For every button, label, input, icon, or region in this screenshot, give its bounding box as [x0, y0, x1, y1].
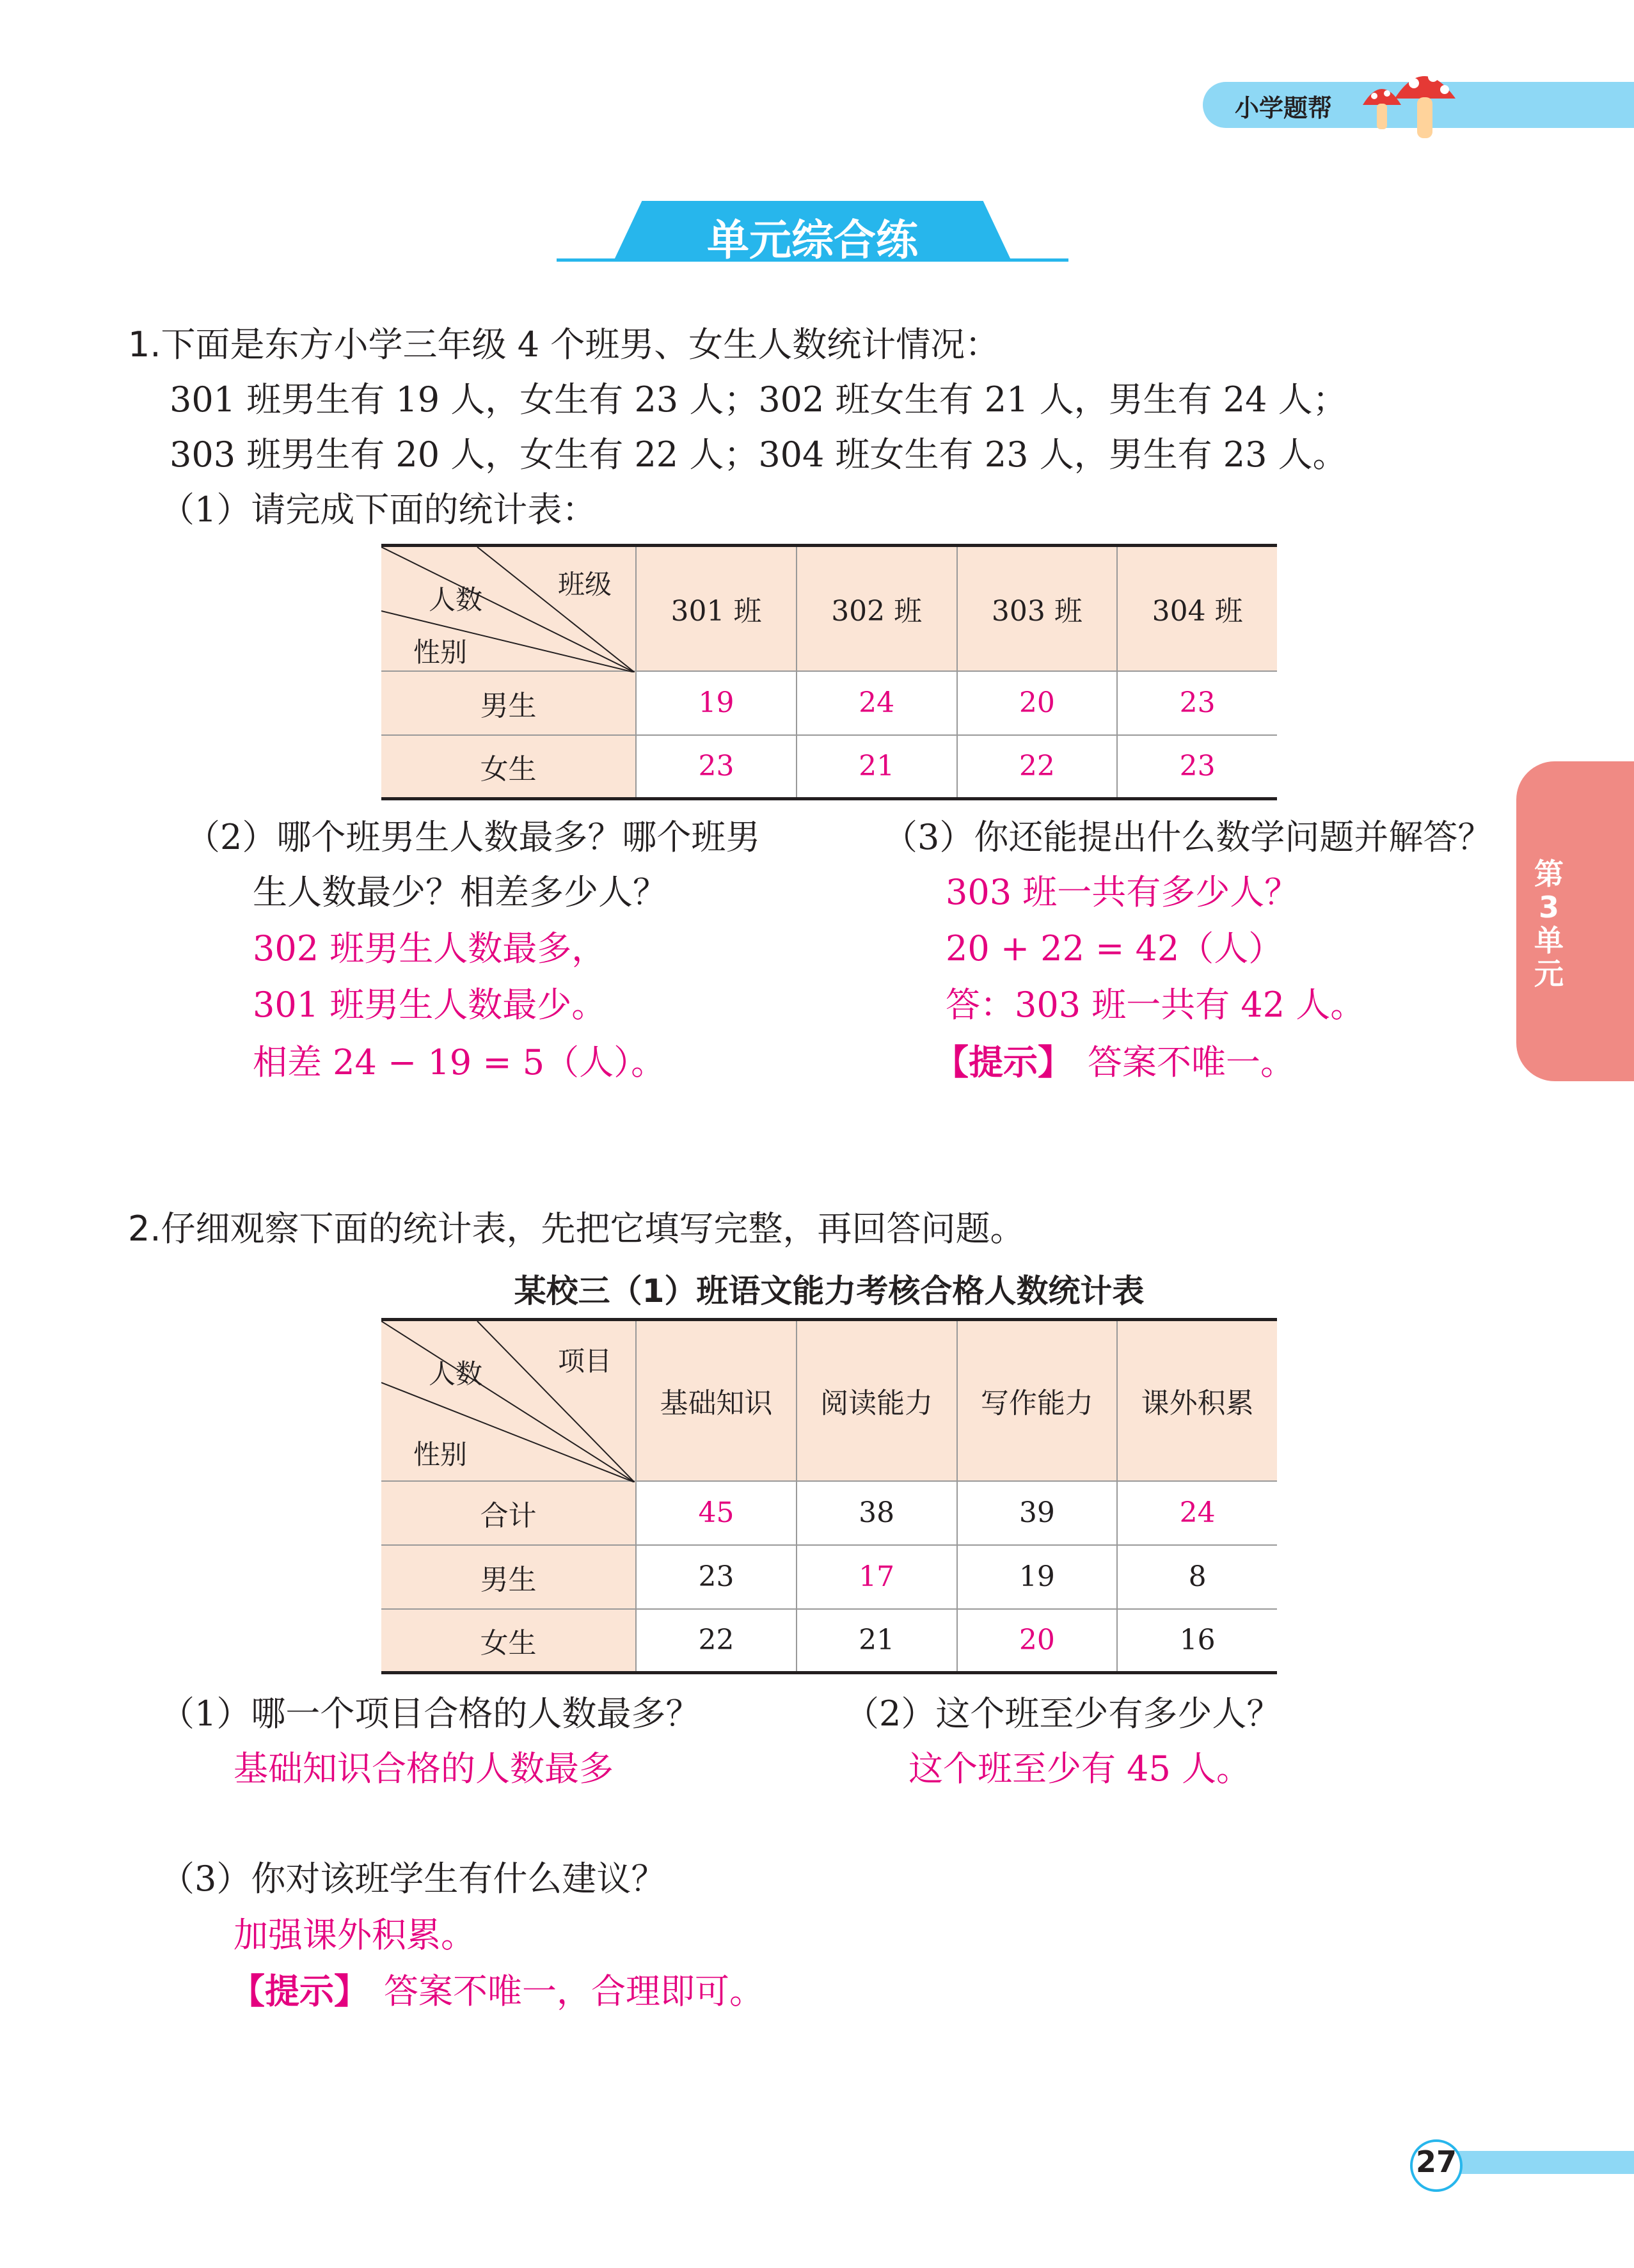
q1-stem-line: 1.下面是东方小学三年级 4 个班男、女生人数统计情况：	[128, 324, 1000, 365]
hint-text: 答案不唯一。	[1088, 1042, 1295, 1082]
q2-sub3-answer: 加强课外积累。	[234, 1915, 475, 1955]
row-label: 女生	[381, 735, 636, 799]
table-cell: 16	[1117, 1609, 1277, 1673]
mushroom-icon	[1350, 54, 1465, 150]
brand-label: 小学题帮	[1235, 94, 1333, 122]
q1-line-2: 301 班男生有 19 人，女生有 23 人；302 班女生有 21 人，男生有 24 人；	[170, 379, 1347, 420]
q1-sub3-hint	[934, 1043, 1295, 1082]
table-row	[381, 1545, 1277, 1609]
row-label: 合计	[381, 1481, 636, 1545]
table-cell: 24	[1117, 1481, 1277, 1545]
page-title: 单元综合练	[707, 216, 918, 265]
q1-col-header: 304 班	[1117, 546, 1277, 671]
table-cell: 19	[957, 1545, 1118, 1609]
table-cell: 23	[636, 735, 797, 799]
table-cell: 21	[797, 735, 957, 799]
table-row	[381, 671, 1277, 735]
q1-line-3: 303 班男生有 20 人，女生有 22 人；304 班女生有 23 人，男生有 23 人。	[170, 434, 1347, 475]
table-cell: 23	[1117, 671, 1277, 735]
table-cell: 19	[636, 671, 797, 735]
q2-col-header: 课外积累	[1117, 1320, 1277, 1481]
q2-sub3-hint	[230, 1972, 764, 2011]
q1-col-header: 301 班	[636, 546, 797, 671]
hint-text: 答案不唯一，合理即可。	[384, 1971, 764, 2011]
q1-col-header: 303 班	[957, 546, 1118, 671]
table-cell: 17	[797, 1545, 957, 1609]
row-label: 男生	[381, 1545, 636, 1609]
q2-col-header: 基础知识	[636, 1320, 797, 1481]
unit-side-label: 第 3 单 元	[1534, 857, 1564, 991]
q1-table	[381, 544, 1277, 800]
q1-sub2-question-1: （2）哪个班男生人数最多？哪个班男	[186, 817, 761, 857]
row-label: 男生	[381, 671, 636, 735]
table-cell: 21	[797, 1609, 957, 1673]
q1-sub2-question-2: 生人数最少？相差多少人？	[253, 872, 667, 912]
hint-label: 【提示】	[230, 1971, 369, 2011]
q2-sub2-answer: 这个班至少有 45 人。	[908, 1749, 1251, 1789]
corner-bottom-label: 性别	[413, 1439, 468, 1470]
q2-sub3-question: （3）你对该班学生有什么建议？	[160, 1859, 666, 1899]
corner-bottom-label: 性别	[413, 637, 468, 668]
q1-sub1: （1）请完成下面的统计表：	[160, 489, 597, 530]
hint-label: 【提示】	[934, 1042, 1072, 1082]
corner-top-label: 班级	[558, 569, 612, 600]
table-row	[381, 1481, 1277, 1545]
table-cell: 20	[957, 1609, 1118, 1673]
corner-mid-label: 人数	[429, 1358, 483, 1390]
table-cell: 22	[636, 1609, 797, 1673]
q1-sub3-answer-2: 20 + 22 = 42（人）	[946, 928, 1283, 969]
q2-sub1-question: （1）哪一个项目合格的人数最多？	[160, 1693, 701, 1734]
q1-sub2-answer-3: 相差 24 − 19 = 5（人）。	[253, 1042, 666, 1082]
page-number-bar	[1446, 2151, 1634, 2174]
q1-sub2-answer-2: 301 班男生人数最少。	[253, 985, 607, 1025]
table-cell: 20	[957, 671, 1118, 735]
table-row	[381, 1609, 1277, 1673]
q2-sub1-answer: 基础知识合格的人数最多	[234, 1749, 614, 1789]
q2-table-corner	[381, 1320, 636, 1481]
q1-table-corner	[381, 546, 636, 671]
q1-col-header: 302 班	[797, 546, 957, 671]
q1-sub2-answer-1: 302 班男生人数最多，	[253, 928, 607, 969]
q1-sub3-question: （3）你还能提出什么数学问题并解答？	[883, 817, 1493, 857]
page-number: 27	[1415, 2145, 1457, 2179]
table-cell: 38	[797, 1481, 957, 1545]
q2-col-header: 阅读能力	[797, 1320, 957, 1481]
table-cell: 23	[636, 1545, 797, 1609]
q2-col-header: 写作能力	[957, 1320, 1118, 1481]
q1-sub3-answer-1: 303 班一共有多少人？	[946, 872, 1299, 912]
table-cell: 22	[957, 735, 1118, 799]
table-cell: 24	[797, 671, 957, 735]
corner-mid-label: 人数	[429, 584, 483, 615]
q2-stem-line: 2.仔细观察下面的统计表，先把它填写完整，再回答问题。	[128, 1209, 1025, 1249]
table-cell: 8	[1117, 1545, 1277, 1609]
corner-top-label: 项目	[558, 1345, 612, 1377]
q2-table-title: 某校三（1）班语文能力考核合格人数统计表	[514, 1273, 1145, 1310]
q1-sub3-answer-3: 答：303 班一共有 42 人。	[946, 985, 1365, 1025]
table-row	[381, 735, 1277, 799]
q2-sub2-question: （2）这个班至少有多少人？	[845, 1693, 1281, 1734]
q2-table	[381, 1318, 1277, 1674]
table-cell: 39	[957, 1481, 1118, 1545]
row-label: 女生	[381, 1609, 636, 1673]
table-cell: 23	[1117, 735, 1277, 799]
table-cell: 45	[636, 1481, 797, 1545]
